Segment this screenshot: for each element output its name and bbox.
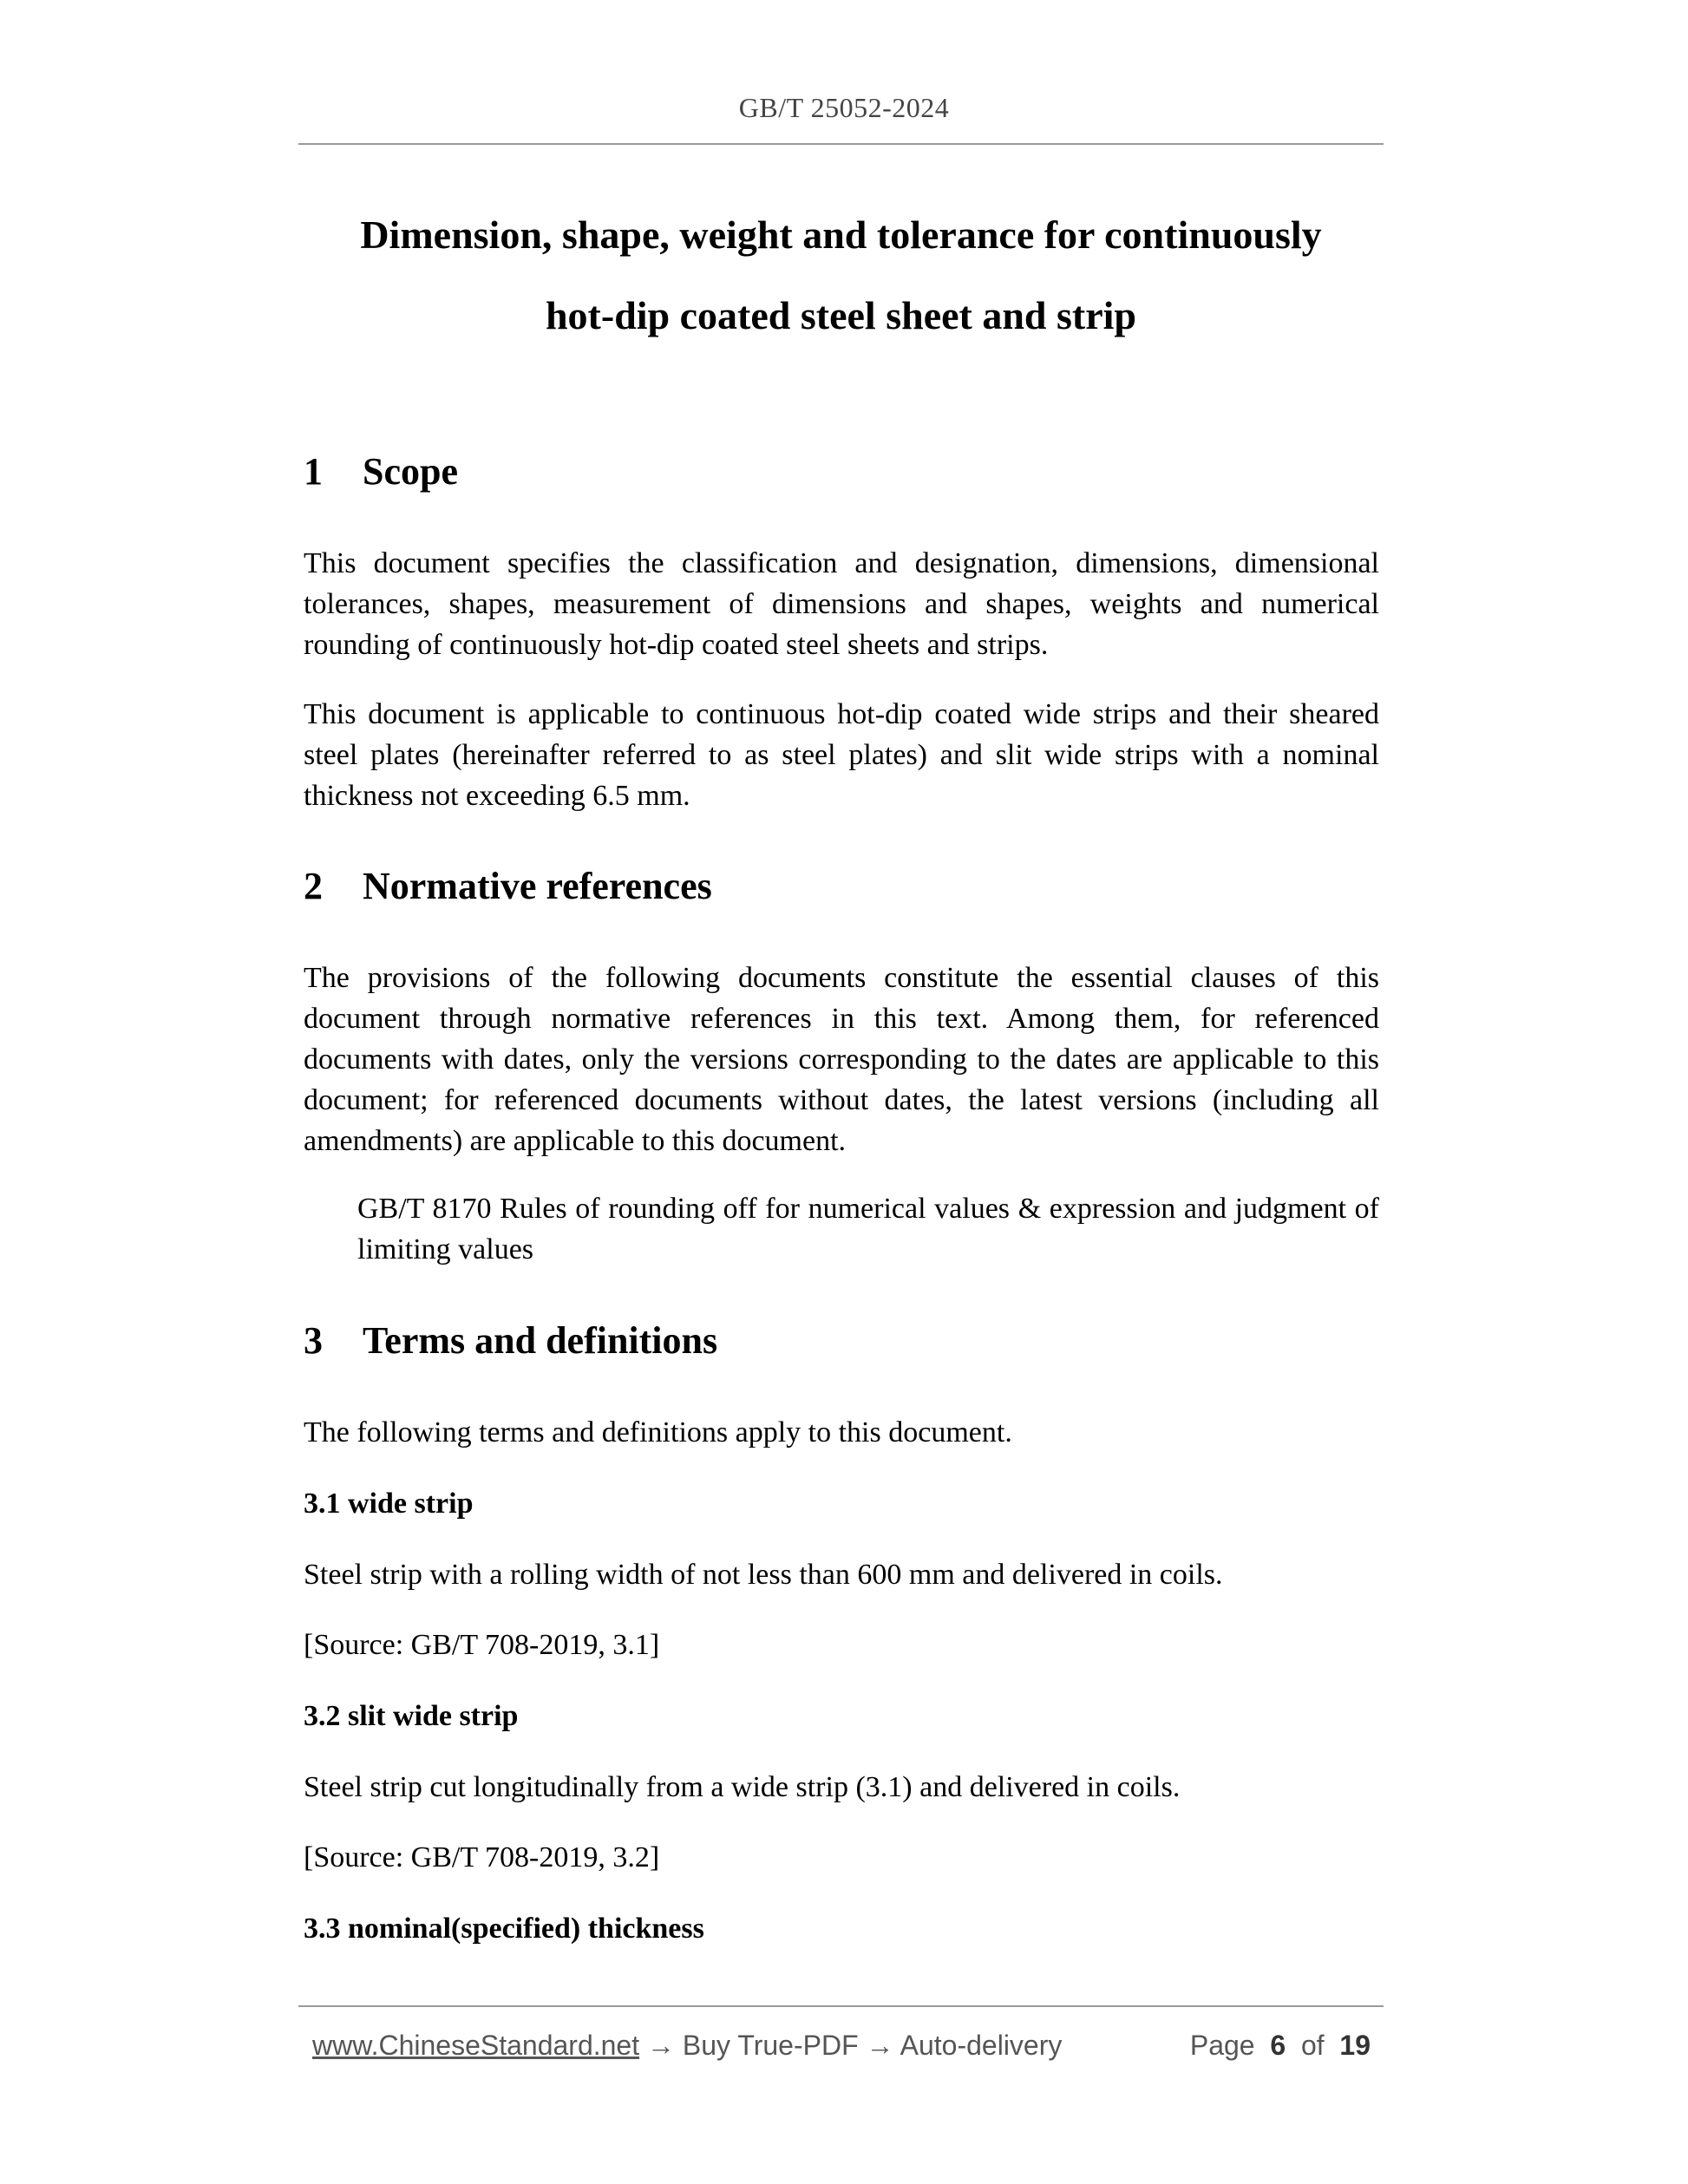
section-title: Normative references	[363, 865, 712, 907]
normative-reference-item: GB/T 8170 Rules of rounding off for numerical values & expression and judgment of limiting values	[357, 1193, 1379, 1265]
section-heading-scope	[304, 450, 458, 493]
terms-intro: The following terms and definitions apply to this document.	[304, 1416, 1012, 1448]
footer-divider	[298, 2005, 1384, 2007]
normative-paragraph: The provisions of the following documents constitute the essential clauses of this document through normative references in this text. Among them, for referenced documents with dates, only the versions corresponding to the dates are applicable to this document; for referenced documents without dates, the latest versions (including all amendments) are applicable to this document.	[304, 962, 1379, 1157]
section-number: 2	[304, 865, 323, 907]
scope-paragraph-2: This document is applicable to continuous hot-dip coated wide strips and their sheared steel plates (hereinafter referred to as steel plates) and slit wide strips with a nominal thickness not exceeding 6.5 mm.	[304, 698, 1379, 812]
term-3-2-definition: Steel strip cut longitudinally from a wide strip (3.1) and delivered in coils.	[304, 1771, 1181, 1803]
page-label: Page	[1189, 2030, 1255, 2061]
section-number: 1	[304, 450, 323, 493]
footer-tagline: → Buy True-PDF → Auto-delivery	[639, 2030, 1063, 2061]
page-of-label: of	[1300, 2030, 1325, 2061]
scope-paragraph-1: This document specifies the classification and designation, dimensions, dimensional tolerances, shapes, measurement of dimensions and shapes, weights and numerical rounding of continuously hot-dip coated steel sheets and strips.	[304, 547, 1379, 661]
section-title: Scope	[363, 450, 458, 493]
document-title-line-2: hot-dip coated steel sheet and strip	[545, 293, 1137, 337]
term-3-1-definition: Steel strip with a rolling width of not less than 600 mm and delivered in coils.	[304, 1559, 1223, 1591]
term-3-1-source: [Source: GB/T 708-2019, 3.1]	[304, 1629, 660, 1661]
document-title-line-1: Dimension, shape, weight and tolerance for continuously	[360, 213, 1322, 257]
page-current: 6	[1270, 2030, 1286, 2061]
section-title: Terms and definitions	[363, 1319, 718, 1362]
header-divider	[298, 143, 1384, 145]
page-footer	[312, 2028, 1371, 2063]
section-number: 3	[304, 1319, 323, 1362]
site-link[interactable]: www.ChineseStandard.net	[312, 2030, 640, 2061]
section-heading-normative-references	[304, 867, 712, 906]
term-3-2-label: 3.2 slit wide strip	[304, 1700, 519, 1732]
term-3-3-label: 3.3 nominal(specified) thickness	[304, 1913, 704, 1945]
term-3-1-label: 3.1 wide strip	[304, 1488, 474, 1520]
term-3-2-source: [Source: GB/T 708-2019, 3.2]	[304, 1841, 660, 1873]
section-heading-terms-definitions	[304, 1319, 718, 1362]
page-indicator	[1190, 2028, 1371, 2063]
running-header: GB/T 25052-2024	[738, 92, 950, 123]
page-total: 19	[1339, 2030, 1371, 2061]
